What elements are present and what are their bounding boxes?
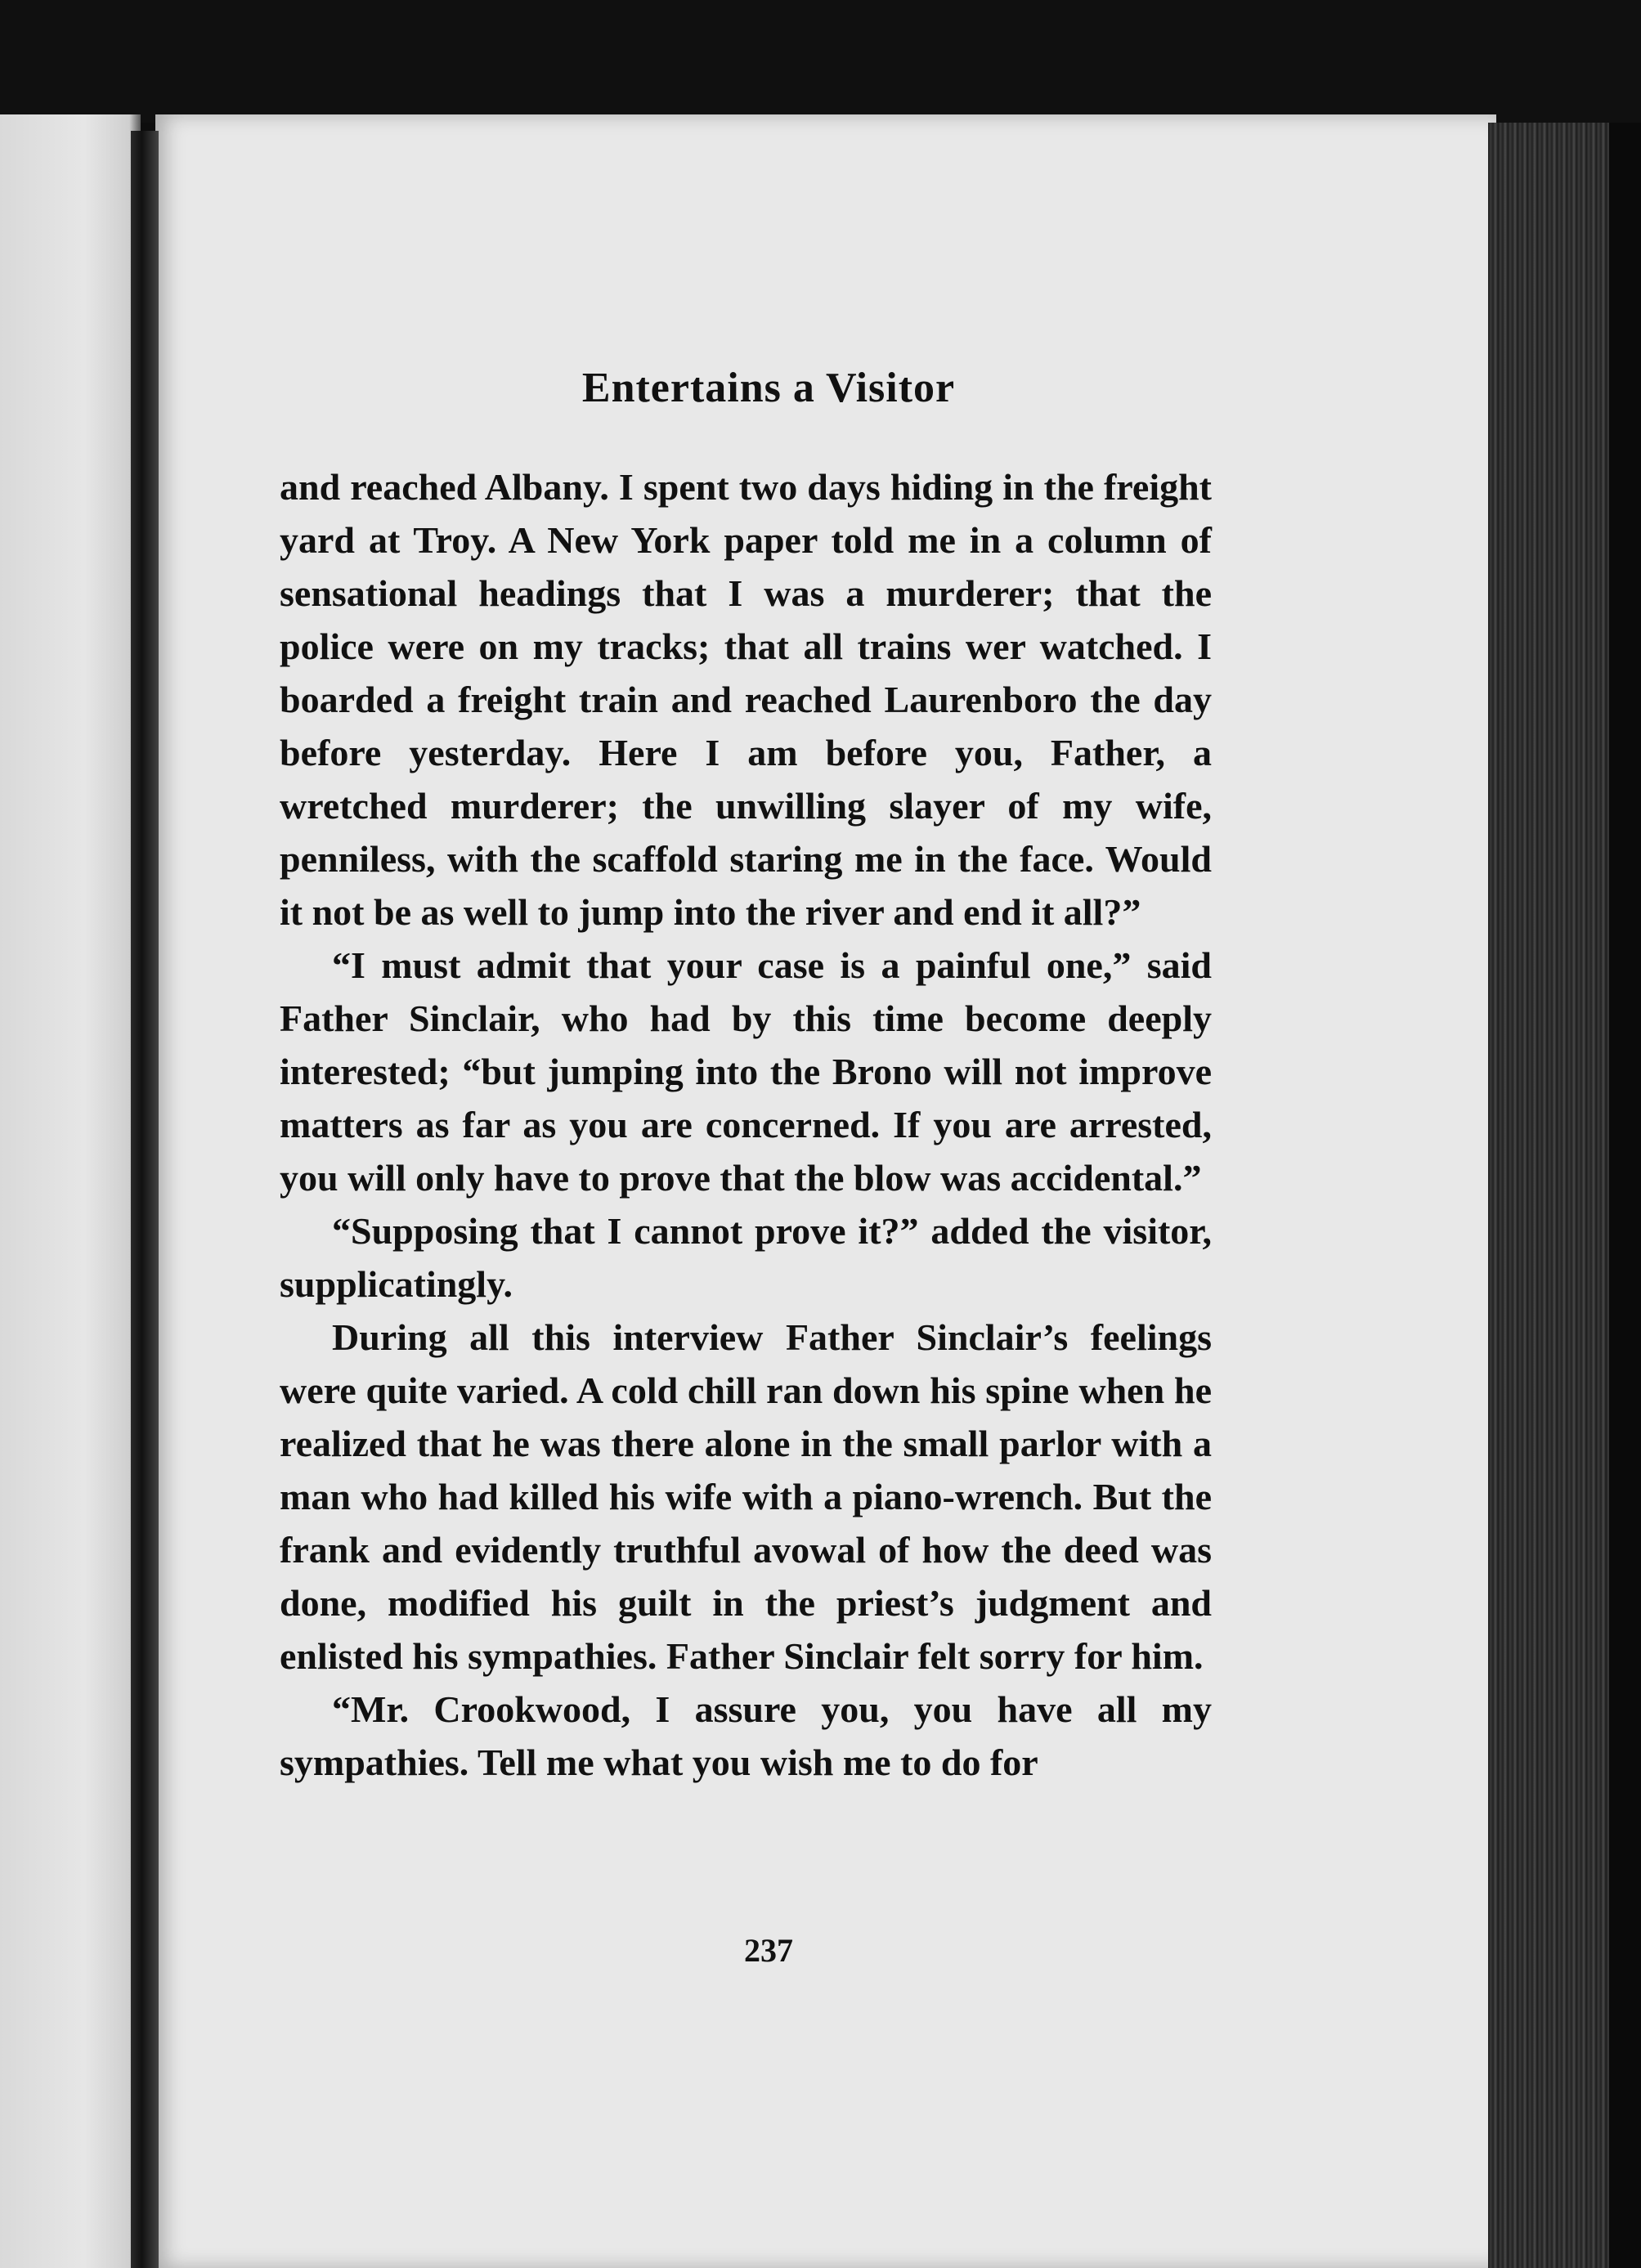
scan-background-right <box>1609 123 1641 2268</box>
paragraph-continued: and reached Albany. I spent two days hiding in the freight yard at Troy. A New York paper told me in a column of sensational headings that I was a murderer; that the police were on my tracks; that all trains wer watched. I boarded a freight train and reached Laurenboro the day before yesterday. Here I am before you, Father, a wretched murderer; the unwilling slayer of my wife, penniless, with the scaffold staring me in the face. Would it not be as well to jump into the river and end it all?” <box>280 466 1212 933</box>
facing-page-edge <box>0 114 141 2268</box>
page-stack-edges <box>1488 123 1611 2268</box>
page-number: 237 <box>744 1932 793 1969</box>
book-gutter <box>131 131 159 2268</box>
paragraph: “I must admit that your case is a painful one,” said Father Sinclair, who had by this time become deeply interested; “but jumping into the Brono will not improve matters as far as you are concerned. If you are arrested, you will only have to prove that the blow was accidental.” <box>280 944 1212 1199</box>
scan-background-top <box>0 0 1641 123</box>
paragraph: “Mr. Crookwood, I assure you, you have all my sympathies. Tell me what you wish me to do for <box>280 1688 1212 1783</box>
body-text <box>280 460 1212 1789</box>
paragraph: During all this interview Father Sinclair’s feelings were quite varied. A cold chill ran down his spine when he realized that he was there alone in the small parlor with a man who had killed his wife with a piano-wrench. But the frank and evidently truthful avowal of how the deed was done, modified his guilt in the priest’s judgment and enlisted his sympathies. Father Sinclair felt sorry for him. <box>280 1316 1212 1677</box>
paragraph: “Supposing that I cannot prove it?” added the visitor, supplicatingly. <box>280 1210 1212 1305</box>
running-head: Entertains a Visitor <box>581 365 956 411</box>
